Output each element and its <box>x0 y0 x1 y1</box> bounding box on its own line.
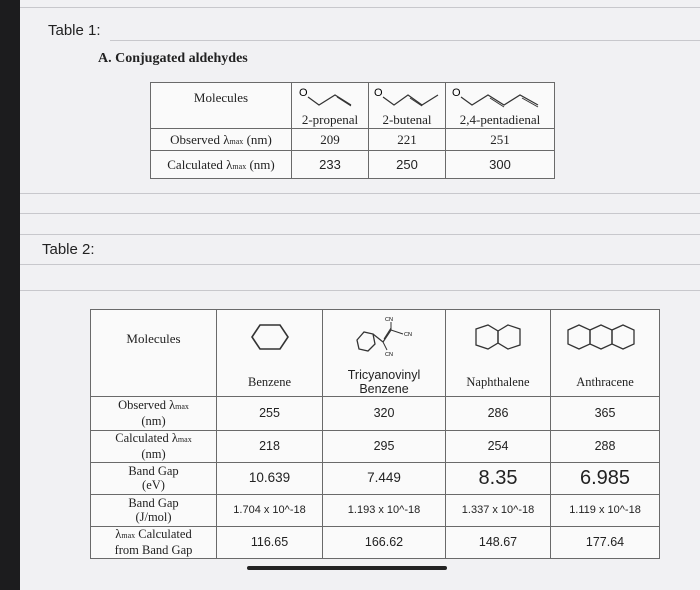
table1-calculated-label: Calculated λmax (nm) <box>151 151 292 179</box>
molecule-name: Naphthalene <box>446 368 551 397</box>
calculated-lambda-label: Calculated λmax (nm) <box>91 430 217 462</box>
calculated-value: 295 <box>323 430 446 462</box>
ruled-line <box>20 7 700 8</box>
structure-2-propenal <box>292 83 369 113</box>
molecule-name-line: Tricyanovinyl <box>347 367 421 382</box>
structure-2-4-pentadienal <box>446 83 555 113</box>
lambda-from-gap-value: 148.67 <box>446 526 551 558</box>
tricyanovinyl-benzene-structure-icon <box>351 314 417 360</box>
ruled-line <box>20 290 700 291</box>
band-gap-jmol-value: 1.193 x 10^-18 <box>323 494 446 526</box>
band-gap-ev-value: 7.449 <box>323 462 446 494</box>
calculated-value: 233 <box>292 151 369 179</box>
ruled-line <box>20 213 700 214</box>
structure-tricyanovinyl-benzene <box>323 310 446 368</box>
table2-caption: Table 2: <box>42 241 95 258</box>
ruled-line <box>110 40 700 41</box>
band-gap-jmol-value: 1.119 x 10^-18 <box>551 494 660 526</box>
band-gap-ev-value: 10.639 <box>217 462 323 494</box>
calculated-value: 218 <box>217 430 323 462</box>
lambda-from-band-gap-label: λmax Calculated from Band Gap <box>91 526 217 558</box>
table1-caption: Table 1: <box>48 22 101 39</box>
ruled-line <box>20 264 700 265</box>
observed-value: 251 <box>446 129 555 151</box>
table1 <box>150 82 555 179</box>
table1-observed-label: Observed λmax (nm) <box>151 129 292 151</box>
svg-text:CN: CN <box>385 352 393 359</box>
observed-value: 221 <box>369 129 446 151</box>
structure-anthracene <box>551 310 660 368</box>
observed-value: 365 <box>551 396 660 430</box>
ruled-line <box>20 193 700 194</box>
table1-header-molecules: Molecules <box>151 83 292 113</box>
anthracene-structure-icon <box>562 322 648 352</box>
benzene-structure-icon <box>250 322 290 352</box>
band-gap-ev-value: 8.35 <box>446 462 551 494</box>
observed-value: 320 <box>323 396 446 430</box>
calculated-value: 250 <box>369 151 446 179</box>
2-butenal-structure-icon <box>370 83 444 109</box>
naphthalene-structure-icon <box>468 322 528 352</box>
table2 <box>90 309 660 559</box>
svg-text:O: O <box>299 87 308 99</box>
molecule-name: 2-butenal <box>369 112 446 129</box>
band-gap-jmol-value: 1.704 x 10^-18 <box>217 494 323 526</box>
table2-header-molecules: Molecules <box>91 310 217 368</box>
ruled-line <box>20 234 700 235</box>
calculated-value: 254 <box>446 430 551 462</box>
lambda-from-gap-value: 166.62 <box>323 526 446 558</box>
molecule-name: Anthracene <box>551 368 660 397</box>
molecule-name: Benzene <box>217 368 323 397</box>
structure-naphthalene <box>446 310 551 368</box>
svg-text:CN: CN <box>385 317 393 324</box>
2-4-pentadienal-structure-icon <box>448 83 552 109</box>
svg-text:O: O <box>374 87 383 99</box>
molecule-name: 2-propenal <box>292 112 369 129</box>
structure-2-butenal <box>369 83 446 113</box>
structure-benzene <box>217 310 323 368</box>
svg-text:O: O <box>452 87 461 99</box>
lambda-from-gap-value: 116.65 <box>217 526 323 558</box>
lambda-from-gap-value: 177.64 <box>551 526 660 558</box>
molecule-name: 2,4-pentadienal <box>446 112 555 129</box>
band-gap-jmol-label: Band Gap (J/mol) <box>91 494 217 526</box>
table1-section-title: A. Conjugated aldehydes <box>98 51 248 66</box>
observed-lambda-label: Observed λmax (nm) <box>91 396 217 430</box>
band-gap-ev-value: 6.985 <box>551 462 660 494</box>
home-indicator-bar[interactable] <box>247 566 447 570</box>
band-gap-ev-label: Band Gap (eV) <box>91 462 217 494</box>
molecule-name <box>323 368 446 397</box>
observed-value: 286 <box>446 396 551 430</box>
calculated-value: 300 <box>446 151 555 179</box>
band-gap-jmol-value: 1.337 x 10^-18 <box>446 494 551 526</box>
observed-value: 209 <box>292 129 369 151</box>
svg-text:CN: CN <box>404 332 412 339</box>
calculated-value: 288 <box>551 430 660 462</box>
2-propenal-structure-icon <box>295 83 365 109</box>
observed-value: 255 <box>217 396 323 430</box>
molecule-name-line: Benzene <box>359 381 409 396</box>
